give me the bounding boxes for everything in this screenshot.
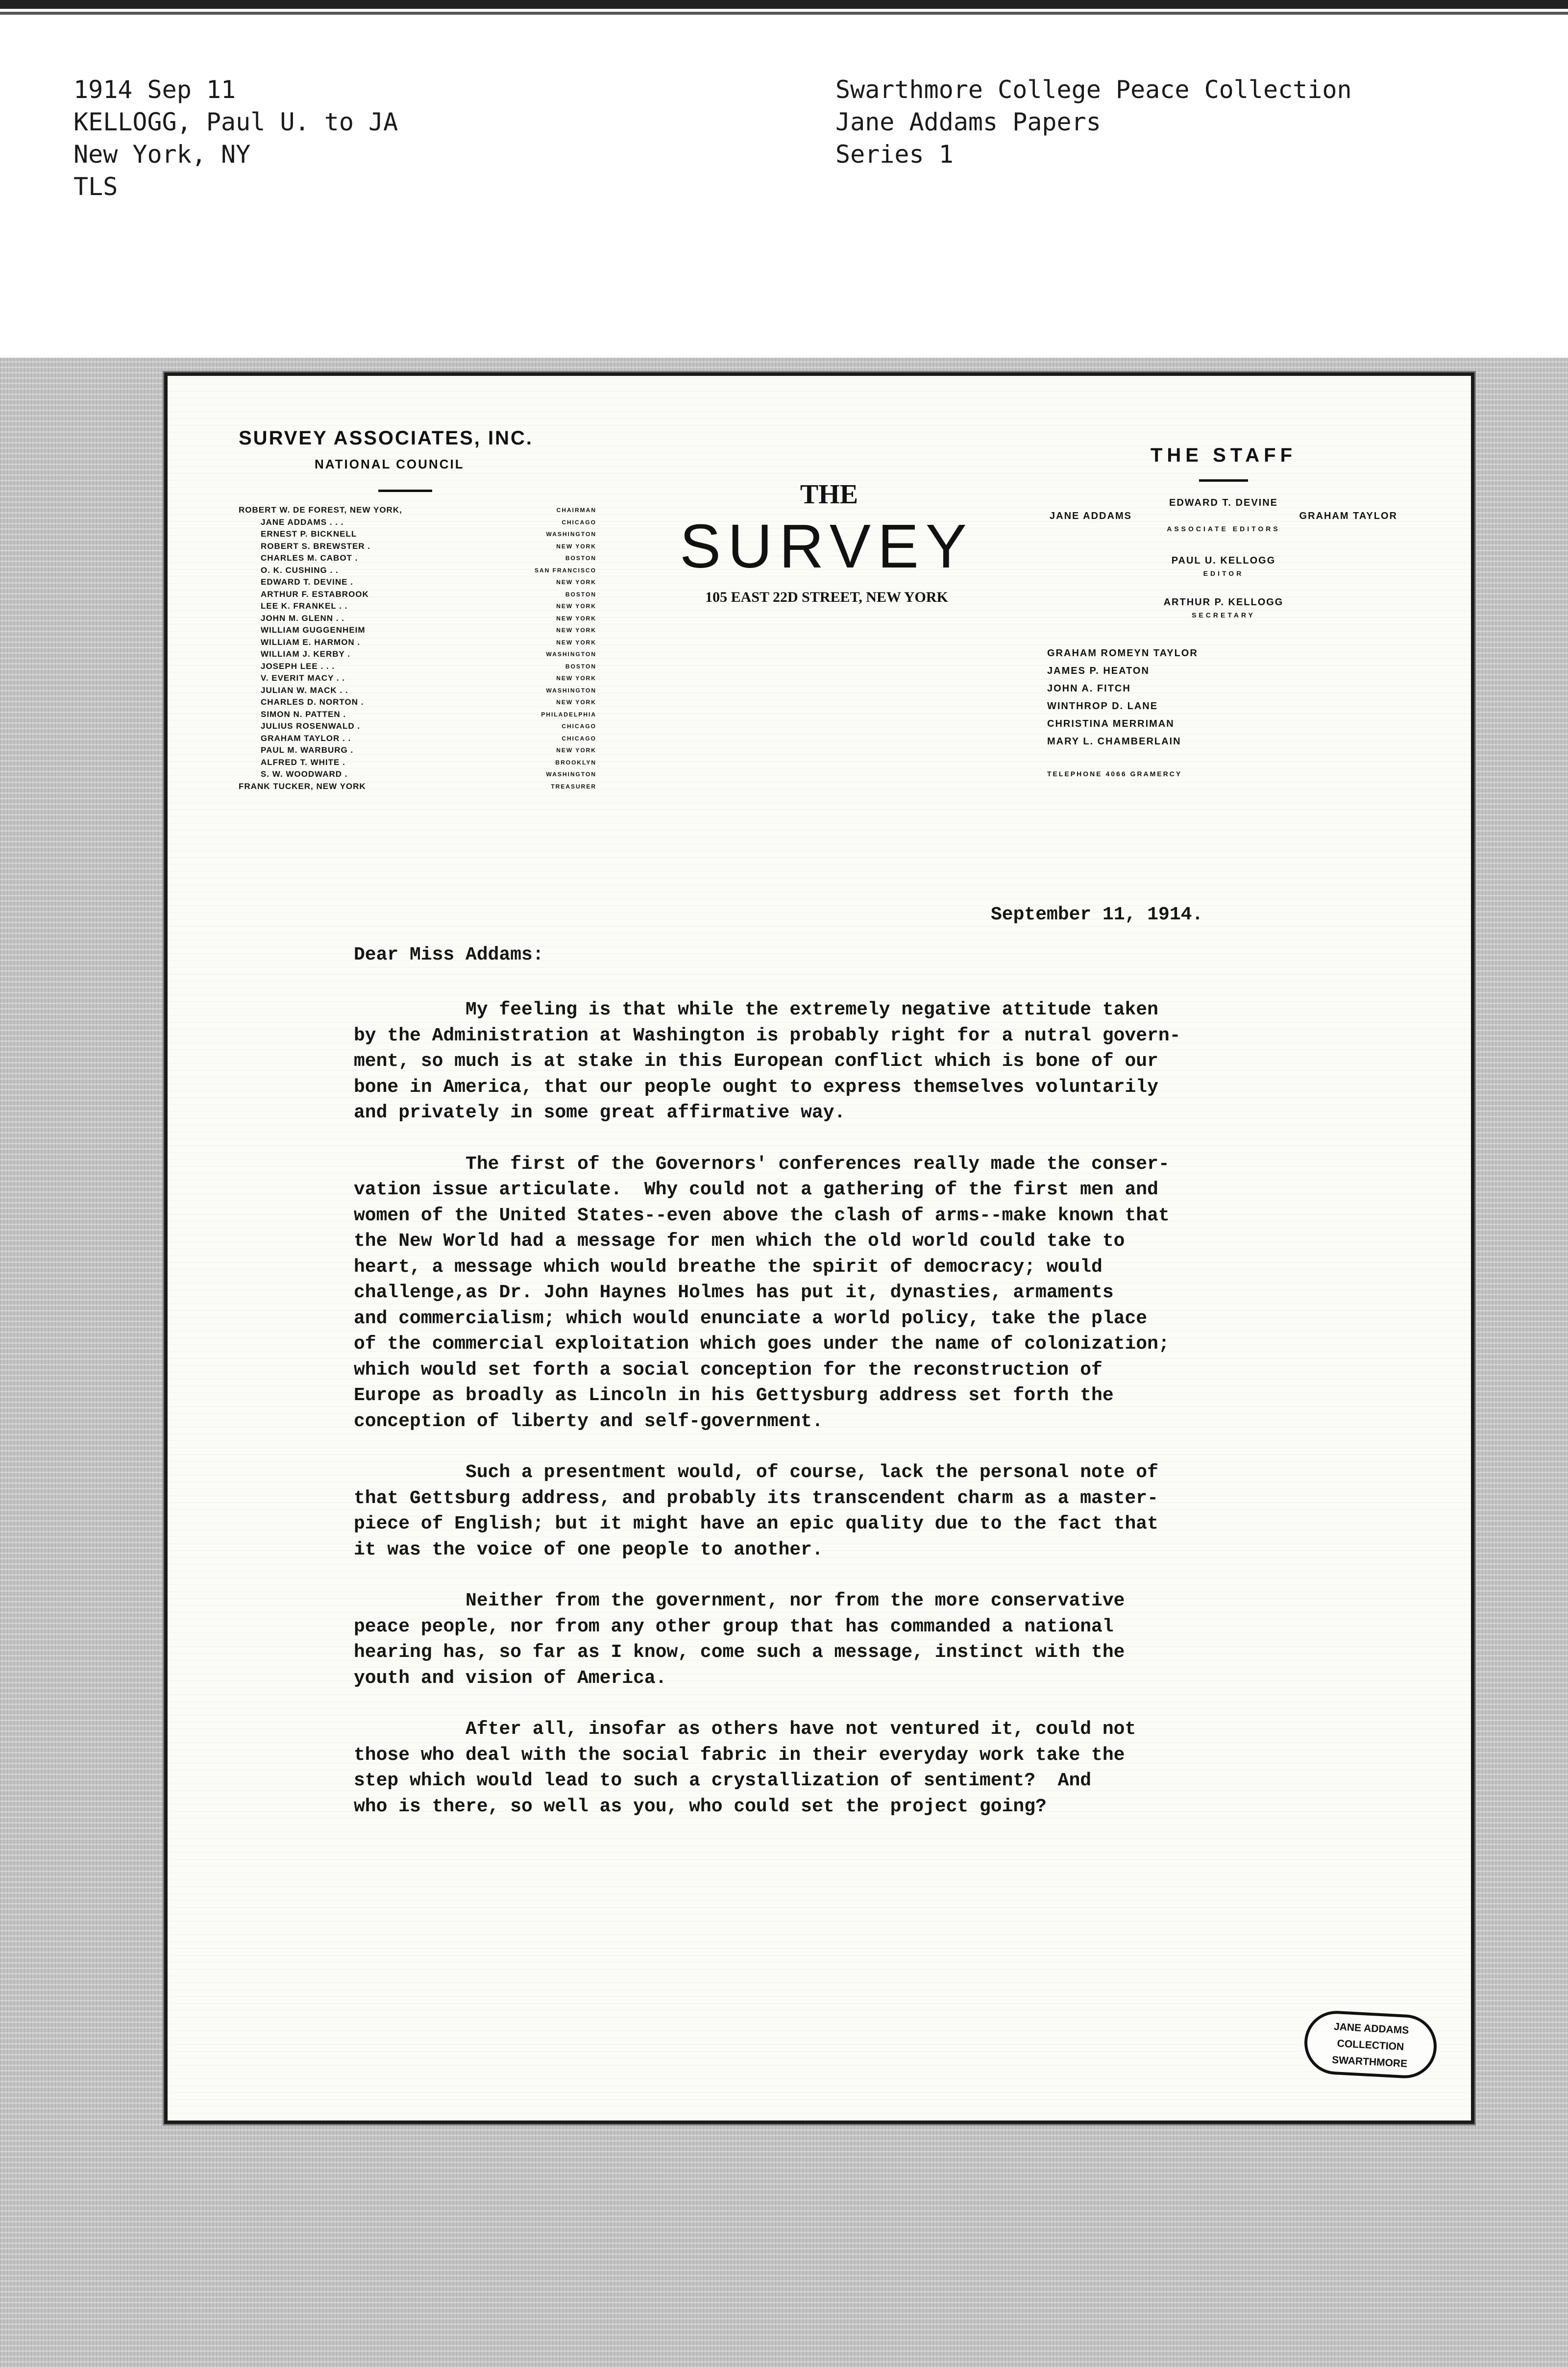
staff-member: GRAHAM ROMEYN TAYLOR	[1047, 648, 1198, 659]
item-place: New York, NY	[74, 140, 251, 169]
council-member-city: CHICAGO	[562, 723, 596, 730]
collection-name: Swarthmore College Peace Collection	[835, 75, 1352, 104]
council-member-name: CHARLES D. NORTON .	[261, 697, 364, 707]
top-border	[0, 0, 1568, 9]
top-border-secondary	[0, 12, 1568, 15]
paragraph-line: those who deal with the social fabric in their everyday work take the	[354, 1744, 1125, 1766]
council-member-city: WASHINGTON	[546, 771, 596, 778]
paragraph-line: and privately in some great affirmative way.	[354, 1102, 846, 1123]
council-member-name: CHARLES M. CABOT .	[261, 553, 358, 563]
council-member-city: PHILADELPHIA	[541, 711, 596, 718]
council-member-city: NEW YORK	[556, 699, 596, 706]
council-member-city: NEW YORK	[556, 543, 596, 550]
council-member-name: JULIUS ROSENWALD .	[261, 721, 361, 731]
council-member-name: SIMON N. PATTEN .	[261, 709, 346, 719]
paragraph-line: heart, a message which would breathe the spirit of democracy; would	[354, 1256, 1102, 1278]
staff-secretary-role: SECRETARY	[1192, 611, 1255, 619]
staff-associates	[1045, 511, 1402, 522]
council-member-name: S. W. WOODWARD .	[261, 769, 348, 779]
paragraph-line: My feeling is that while the extremely negative attitude taken	[354, 999, 1158, 1020]
staff-editor-top: EDWARD T. DEVINE	[1169, 497, 1278, 508]
council-member-name: JOSEPH LEE . . .	[261, 661, 335, 671]
letter-body	[354, 997, 1456, 1845]
council-member-name: WILLIAM GUGGENHEIM	[261, 625, 366, 635]
council-member-city: TREASURER	[551, 783, 596, 790]
staff-associate-role: ASSOCIATE EDITORS	[1167, 525, 1280, 533]
council-member	[239, 733, 596, 745]
paragraph	[354, 1588, 1456, 1691]
paragraph-line: women of the United States--even above the clash of arms--make known that	[354, 1205, 1170, 1226]
council-member-city: CHICAGO	[562, 518, 596, 526]
collection-stamp	[1303, 2009, 1438, 2080]
paragraph-line: challenge,as Dr. John Haynes Holmes has put it, dynasties, armaments	[354, 1282, 1114, 1303]
council-member-city: BOSTON	[565, 591, 596, 598]
council-member	[239, 589, 596, 601]
council-member	[239, 768, 596, 781]
paragraph-line: ment, so much is at stake in this European conflict which is bone of our	[354, 1051, 1158, 1072]
council-member	[239, 648, 596, 661]
org-name: SURVEY ASSOCIATES, INC.	[239, 427, 533, 449]
council-member	[239, 504, 596, 517]
stamp-line: COLLECTION	[1337, 2038, 1404, 2053]
council-member-name: ARTHUR F. ESTABROOK	[261, 589, 369, 599]
council-member	[239, 672, 596, 685]
letter-page	[164, 372, 1474, 2124]
council-member	[239, 685, 596, 697]
item-type: TLS	[74, 173, 118, 201]
council-member-city: BROOKLYN	[555, 759, 596, 766]
council-title: NATIONAL COUNCIL	[315, 457, 465, 471]
council-member-city: NEW YORK	[556, 615, 596, 622]
staff-editor: PAUL U. KELLOGG	[1171, 555, 1276, 566]
council-member-city: NEW YORK	[556, 627, 596, 634]
council-member-name: ERNEST P. BICKNELL	[261, 529, 357, 539]
council-member-city: NEW YORK	[556, 639, 596, 646]
council-member-city: NEW YORK	[556, 675, 596, 682]
council-member-city: NEW YORK	[556, 579, 596, 586]
council-member	[239, 637, 596, 649]
paragraph-line: peace people, nor from any other group that has commanded a national	[354, 1616, 1114, 1637]
masthead-title: SURVEY	[680, 512, 974, 581]
paragraph-line: youth and vision of America.	[354, 1667, 667, 1689]
staff-associate-right: GRAHAM TAYLOR	[1299, 511, 1397, 521]
letter-date: September 11, 1914.	[991, 904, 1203, 925]
council-member	[239, 565, 596, 577]
council-member	[239, 600, 596, 613]
council-member-name: GRAHAM TAYLOR . .	[261, 733, 351, 743]
council-member-name: FRANK TUCKER, NEW YORK	[239, 781, 366, 791]
council-member-name: JOHN M. GLENN . .	[261, 613, 344, 623]
council-member	[239, 552, 596, 565]
paragraph	[354, 997, 1456, 1126]
council-member-name: JANE ADDAMS . . .	[261, 517, 344, 527]
council-member	[239, 720, 596, 733]
staff-secretary: ARTHUR P. KELLOGG	[1163, 597, 1284, 608]
masthead-address: 105 EAST 22D STREET, NEW YORK	[705, 589, 948, 605]
paragraph-line: and commercialism; which would enunciate a world policy, take the place	[354, 1307, 1148, 1329]
council-member-name: WILLIAM J. KERBY .	[261, 649, 350, 659]
staff-heading: THE STAFF	[1150, 444, 1297, 466]
council-member	[239, 541, 596, 553]
papers-name: Jane Addams Papers	[835, 108, 1101, 136]
paragraph	[354, 1152, 1456, 1435]
council-member-city: WASHINGTON	[546, 687, 596, 694]
staff-member: MARY L. CHAMBERLAIN	[1047, 736, 1181, 747]
paragraph-line: Neither from the government, nor from the more conservative	[354, 1590, 1125, 1611]
staff-member: CHRISTINA MERRIMAN	[1047, 718, 1175, 729]
paragraph-line: step which would lead to such a crystallization of sentiment? And	[354, 1770, 1092, 1791]
council-member	[239, 576, 596, 589]
staff-member: JAMES P. HEATON	[1047, 666, 1150, 676]
paragraph	[354, 1460, 1456, 1563]
council-member	[239, 744, 596, 757]
council-member-city: WASHINGTON	[546, 531, 596, 538]
salutation: Dear Miss Addams:	[354, 944, 544, 965]
paragraph-line: bone in America, that our people ought to express themselves voluntarily	[354, 1076, 1158, 1098]
paragraph-line: conception of liberty and self-government.	[354, 1410, 823, 1432]
council-member-name: ALFRED T. WHITE .	[261, 757, 345, 767]
paragraph-line: Europe as broadly as Lincoln in his Gettysburg address set forth the	[354, 1385, 1114, 1406]
paragraph-line: hearing has, so far as I know, come such a message, instinct with the	[354, 1642, 1125, 1663]
council-member-name: ROBERT W. DE FOREST, NEW YORK,	[239, 505, 402, 515]
series-name: Series 1	[835, 140, 954, 169]
council-member	[239, 613, 596, 625]
staff-member: WINTHROP D. LANE	[1047, 701, 1158, 712]
staff-block	[1045, 444, 1402, 778]
council-member-name: ROBERT S. BREWSTER .	[261, 541, 371, 551]
council-member-name: V. EVERIT MACY . .	[261, 673, 345, 683]
council-member-name: JULIAN W. MACK . .	[261, 685, 348, 695]
council-member-name: EDWARD T. DEVINE .	[261, 577, 353, 587]
paragraph-line: vation issue articulate. Why could not a gathering of the first men and	[354, 1179, 1158, 1200]
paragraph-line: the New World had a message for men which the old world could take to	[354, 1231, 1125, 1252]
paragraph	[354, 1717, 1456, 1820]
council-member-city: WASHINGTON	[546, 651, 596, 658]
paragraph-line: The first of the Governors' conferences really made the conser-	[354, 1153, 1170, 1175]
paragraph-line: of the commercial exploitation which goes under the name of colonization;	[354, 1333, 1170, 1355]
item-metadata	[74, 74, 398, 203]
collection-metadata	[835, 74, 1352, 171]
stamp-line: SWARTHMORE	[1331, 2054, 1408, 2070]
council-member-city: CHICAGO	[562, 735, 596, 742]
council-member	[239, 624, 596, 637]
paragraph-line: by the Administration at Washington is probably right for a nutral govern-	[354, 1025, 1181, 1046]
staff-editor-role: EDITOR	[1203, 569, 1244, 577]
council-member	[239, 781, 596, 793]
paragraph-line: it was the voice of one people to another.	[354, 1539, 823, 1560]
council-list	[239, 504, 596, 792]
council-member	[239, 661, 596, 673]
paragraph-line: Such a presentment would, of course, lack the personal note of	[354, 1462, 1158, 1483]
staff-member: JOHN A. FITCH	[1047, 683, 1131, 694]
council-member-city: BOSTON	[565, 555, 596, 562]
paragraph-line: which would set forth a social conception for the reconstruction of	[354, 1359, 1102, 1381]
council-member-name: O. K. CUSHING . .	[261, 565, 339, 575]
council-member-name: PAUL M. WARBURG .	[261, 745, 354, 755]
council-member-city: NEW YORK	[556, 603, 596, 610]
telephone: TELEPHONE 4066 GRAMERCY	[1047, 770, 1182, 778]
paragraph-line: piece of English; but it might have an epic quality due to the fact that	[354, 1513, 1158, 1534]
council-rule	[378, 490, 432, 492]
staff-members	[1045, 644, 1402, 750]
council-member	[239, 757, 596, 769]
council-member	[239, 696, 596, 709]
staff-associate-left: JANE ADDAMS	[1050, 511, 1132, 521]
council-member	[239, 517, 596, 529]
council-member-city: BOSTON	[565, 663, 596, 670]
stamp-line: JANE ADDAMS	[1333, 2021, 1409, 2037]
council-member	[239, 528, 596, 541]
council-member	[239, 709, 596, 721]
council-member-city: NEW YORK	[556, 747, 596, 754]
council-member-name: WILLIAM E. HARMON .	[261, 637, 361, 647]
paragraph-line: After all, insofar as others have not ventured it, could not	[354, 1719, 1136, 1740]
council-member-city: SAN FRANCISCO	[534, 567, 596, 574]
masthead-the: THE	[800, 479, 858, 510]
item-date: 1914 Sep 11	[74, 75, 236, 104]
archive-header	[0, 0, 1568, 358]
staff-rule	[1199, 479, 1248, 482]
council-member-city: CHAIRMAN	[556, 507, 596, 514]
paragraph-line: that Gettsburg address, and probably its transcendent charm as a master-	[354, 1487, 1158, 1509]
paragraph-line: who is there, so well as you, who could set the project going?	[354, 1796, 1047, 1817]
item-correspondents: KELLOGG, Paul U. to JA	[74, 108, 398, 136]
council-member-name: LEE K. FRANKEL . .	[261, 601, 348, 611]
